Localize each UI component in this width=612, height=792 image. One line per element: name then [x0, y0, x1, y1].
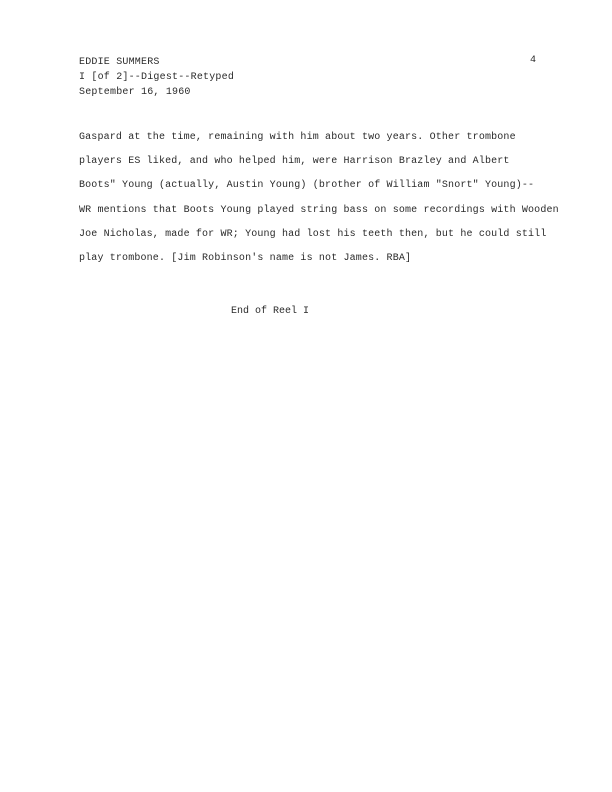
body-line: Joe Nicholas, made for WR; Young had lost his teeth then, but he could still — [79, 228, 547, 240]
document-header — [79, 55, 234, 100]
interviewee-name: EDDIE SUMMERS — [79, 57, 160, 68]
page-number: 4 — [530, 55, 537, 66]
body-line: play trombone. [Jim Robinson's name is not James. RBA] — [79, 253, 412, 265]
body-line: Gaspard at the time, remaining with him about two years. Other trombone — [79, 132, 516, 143]
body-line: WR mentions that Boots Young played string bass on some recordings with Wooden — [79, 204, 559, 216]
reel-info: I [of 2]--Digest--Retyped — [79, 72, 235, 83]
end-of-reel-note: End of Reel I — [231, 306, 310, 317]
body-line: Boots" Young (actually, Austin Young) (brother of William "Snort" Young)-- — [79, 180, 535, 192]
body-line: players ES liked, and who helped him, were Harrison Brazley and Albert — [79, 156, 510, 168]
interview-date: September 16, 1960 — [79, 87, 191, 98]
transcript-body — [79, 126, 559, 271]
